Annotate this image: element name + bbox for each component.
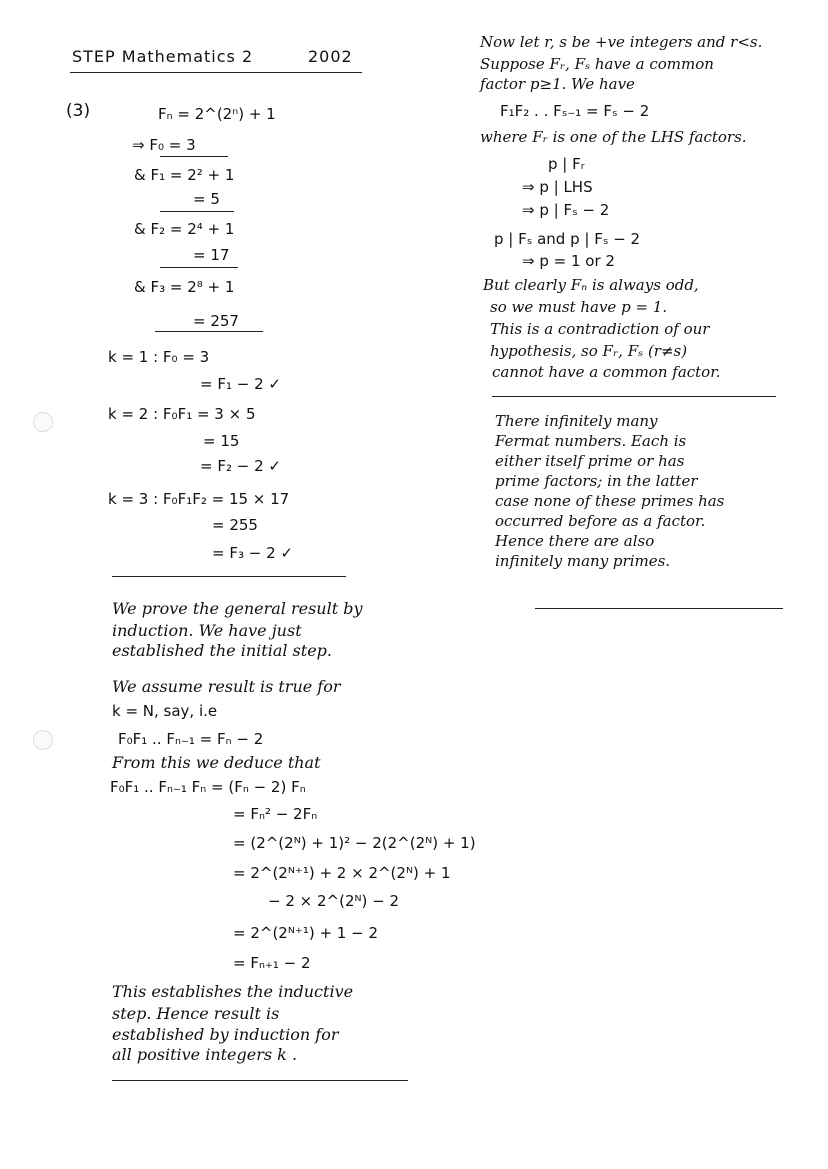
check-line: = 15 [203,432,240,450]
proof-text-line: We prove the general result by [112,599,363,618]
section-divider [112,1080,408,1081]
proof-text-line: k = N, say, i.e [112,702,218,720]
right-text-line: cannot have a common factor. [492,363,721,381]
divides-line: ⇒ p | LHS [522,178,593,196]
divides-line: ⇒ p = 1 or 2 [522,252,615,270]
page-title: STEP Mathematics 2 [72,47,254,66]
check-line: = 255 [212,516,258,534]
fermat-value-line: = 5 [193,190,220,208]
derivation-line: F₀F₁ .. Fₙ₋₁ Fₙ = (Fₙ − 2) Fₙ [110,778,306,796]
check-line: k = 1 : F₀ = 3 [108,348,210,366]
check-line: = F₁ − 2 ✓ [200,375,281,393]
conclusion-line: established by induction for [112,1025,339,1044]
fermat-value-line: & F₁ = 2² + 1 [134,166,235,184]
final-text-line: either itself prime or has [495,452,685,470]
question-number: (3) [66,101,91,121]
proof-text-line: induction. We have just [112,621,302,640]
fermat-value-line: & F₂ = 2⁴ + 1 [134,220,235,238]
derivation-line: = 2^(2ᴺ⁺¹) + 2 × 2^(2ᴺ) + 1 [233,864,451,882]
proof-text-line: established the initial step. [112,641,332,660]
derivation-line: = Fₙ₊₁ − 2 [233,954,311,972]
final-text-line: case none of these primes has [495,492,725,510]
derivation-line: = 2^(2ᴺ⁺¹) + 1 − 2 [233,924,378,942]
final-text-line: Hence there are also [495,532,655,550]
section-divider [492,396,776,397]
derivation-line: = (2^(2ᴺ) + 1)² − 2(2^(2ᴺ) + 1) [233,834,476,852]
final-text-line: infinitely many primes. [495,552,671,570]
derivation-line: − 2 × 2^(2ᴺ) − 2 [268,892,400,910]
right-text-line: Suppose Fᵣ, Fₛ have a common [480,55,714,73]
separator-line [155,331,263,332]
right-text-line: But clearly Fₙ is always odd, [483,276,699,294]
check-line: k = 2 : F₀F₁ = 3 × 5 [108,405,256,423]
separator-line [160,156,228,157]
deduce-line: From this we deduce that [112,753,321,772]
final-text-line: There infinitely many [495,412,658,430]
right-text-line: Now let r, s be +ve integers and r<s. [480,33,763,51]
derivation-line: = Fₙ² − 2Fₙ [233,805,318,823]
separator-line [160,267,238,268]
conclusion-line: This establishes the inductive [112,982,354,1001]
divides-line: p | Fₛ and p | Fₛ − 2 [494,230,641,248]
fermat-definition: Fₙ = 2^(2ⁿ) + 1 [158,105,276,123]
final-text-line: Fermat numbers. Each is [495,432,687,450]
punch-hole [33,730,53,750]
right-text-line: hypothesis, so Fᵣ, Fₛ (r≠s) [490,342,688,360]
final-text-line: prime factors; in the latter [495,472,698,490]
right-text-line: factor p≥1. We have [480,75,635,93]
divides-line: p | Fᵣ [548,155,585,173]
check-line: k = 3 : F₀F₁F₂ = 15 × 17 [108,490,290,508]
fermat-value-line: = 257 [193,312,239,330]
right-text-line: This is a contradiction of our [490,320,710,338]
fermat-value-line: & F₃ = 2⁸ + 1 [134,278,235,296]
section-divider [535,608,783,609]
final-text-line: occurred before as a factor. [495,512,706,530]
product-line: F₁F₂ . . Fₛ₋₁ = Fₛ − 2 [500,102,650,120]
inductive-hypothesis: F₀F₁ .. Fₙ₋₁ = Fₙ − 2 [118,730,264,748]
fermat-value-line: = 17 [193,246,230,264]
right-text-line: where Fᵣ is one of the LHS factors. [480,128,747,146]
check-line: = F₃ − 2 ✓ [212,544,293,562]
separator-line [160,211,234,212]
fermat-value-line: ⇒ F₀ = 3 [132,136,196,154]
right-text-line: so we must have p = 1. [490,298,668,316]
title-underline [70,72,362,73]
check-line: = F₂ − 2 ✓ [200,457,281,475]
proof-text-line: We assume result is true for [112,677,341,696]
divides-line: ⇒ p | Fₛ − 2 [522,201,610,219]
section-divider [112,576,346,577]
page-year: 2002 [308,47,353,66]
punch-hole [33,412,53,432]
conclusion-line: all positive integers k . [112,1045,298,1064]
conclusion-line: step. Hence result is [112,1004,280,1023]
